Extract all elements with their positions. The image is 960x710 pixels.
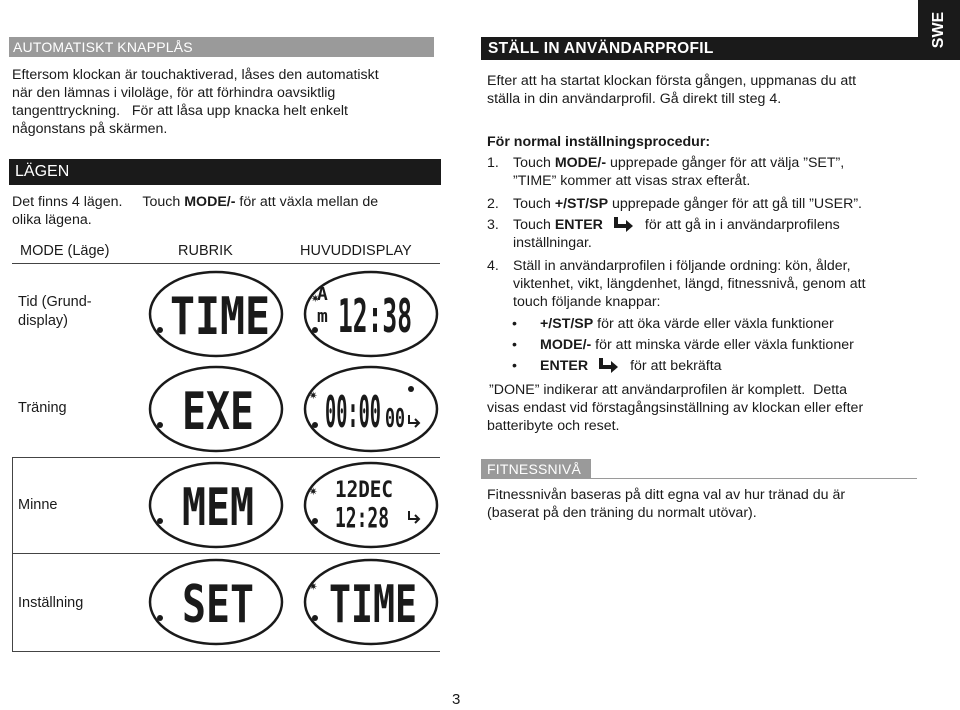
table-row-rule xyxy=(12,553,440,554)
fitness-heading: FITNESSNIVÅ xyxy=(481,459,591,479)
enter-arrow-icon xyxy=(409,511,419,523)
lcd-rubrik-set xyxy=(146,556,286,648)
list-item: • +/ST/SP för att öka värde eller växla funktioner xyxy=(512,316,834,332)
done-text: ”DONE” indikerar att användarprofilen är komplett. Detta visas endast vid förstagångsinställning av klockan eller efter batteribyte och reset. xyxy=(487,382,864,434)
table-header-mode: MODE (Läge) xyxy=(20,243,110,259)
modes-text: Det finns 4 lägen. Touch MODE/- för att växla mellan de olika lägena. xyxy=(12,194,379,228)
bullet-list xyxy=(512,315,912,378)
auto-lock-heading: AUTOMATISKT KNAPPLÅS xyxy=(9,37,434,57)
lcd-rubrik-text: EXE xyxy=(182,382,254,442)
table-row-rule xyxy=(12,457,440,458)
table-row-label: Inställning xyxy=(18,595,84,611)
step-1: 1. Touch MODE/- upprepade gånger för att välja ”SET”, ”TIME” kommer att visas strax efteråt. xyxy=(487,155,845,189)
auto-lock-text: Eftersom klockan är touchaktiverad, låses den automatiskt när den lämnas i viloläge, för att förhindra oavsiktlig tangenttryckning. För att låsa upp knacka helt enkelt någonstans på skärmen. xyxy=(12,67,379,137)
sun-icon: ✷ xyxy=(309,387,318,403)
lcd-display-exe xyxy=(301,363,441,455)
lcd-top-text: 12DEC xyxy=(335,478,393,503)
lcd-rubrik-exe xyxy=(146,363,286,455)
lcd-small-text: 00 xyxy=(385,404,405,434)
lcd-display-time xyxy=(301,268,441,360)
lcd-rubrik-text: SET xyxy=(182,575,254,635)
lcd-rubrik-time xyxy=(146,268,286,360)
lcd-am-label-m: m xyxy=(317,306,328,327)
table-col-rule xyxy=(12,457,13,651)
table-row-label: Träning xyxy=(18,400,67,416)
language-tab xyxy=(918,0,960,60)
language-tab-label: SWE xyxy=(930,11,947,49)
enter-arrow-icon xyxy=(409,415,419,427)
list-item: • ENTER för att bekräfta xyxy=(512,358,722,374)
lcd-rubrik-text: TIME xyxy=(170,287,270,347)
table-header-rule xyxy=(12,263,440,264)
fitness-heading-rule xyxy=(591,478,917,479)
lcd-main-text: 00:00 xyxy=(325,387,381,438)
lcd-rubrik-mem xyxy=(146,459,286,551)
table-row-rule xyxy=(12,651,440,652)
modes-heading: LÄGEN xyxy=(9,159,441,185)
enter-arrow-icon xyxy=(613,216,635,232)
profile-intro: Efter att ha startat klockan första gången, uppmanas du att ställa in din användarprofil. Gå direkt till steg 4. xyxy=(487,73,857,107)
lcd-main-text: 12:38 xyxy=(338,289,412,343)
lcd-display-set xyxy=(301,556,441,648)
list-item: • MODE/- för att minska värde eller växla funktioner xyxy=(512,337,854,353)
lcd-rubrik-text: MEM xyxy=(182,478,254,538)
enter-arrow-icon xyxy=(598,357,620,373)
profile-heading: STÄLL IN ANVÄNDARPROFIL xyxy=(481,37,918,60)
lcd-am-label: A xyxy=(317,284,328,305)
page-number: 3 xyxy=(452,691,461,708)
table-header-display: HUVUDDISPLAY xyxy=(300,243,412,259)
procedure-title: För normal inställningsprocedur: xyxy=(487,134,711,150)
table-row-label: Tid (Grund- display) xyxy=(18,294,92,329)
table-header-rubrik: RUBRIK xyxy=(178,243,233,259)
step-4: 4. Ställ in användarprofilen i följande ordning: kön, ålder, viktenhet, vikt, längdenhet, längd, fitnessnivå, genom att touch följande knappar: xyxy=(487,258,866,310)
lcd-main-text: TIME xyxy=(329,575,417,635)
step-3: 3. Touch ENTER för att gå in i användarprofilens inställningar. xyxy=(487,217,840,251)
sun-icon: ✷ xyxy=(309,578,318,594)
step-2: 2. Touch +/ST/SP upprepade gånger för att gå till ”USER”. xyxy=(487,196,862,212)
lcd-main-text: 12:28 xyxy=(335,501,389,534)
fitness-text: Fitnessnivån baseras på ditt egna val av hur tränad du är (baserat på den träning du normalt utövar). xyxy=(487,487,846,521)
table-row-label: Minne xyxy=(18,497,58,513)
sun-icon: ✷ xyxy=(311,290,320,306)
lcd-display-mem xyxy=(301,459,441,551)
sun-icon: ✷ xyxy=(309,483,318,499)
